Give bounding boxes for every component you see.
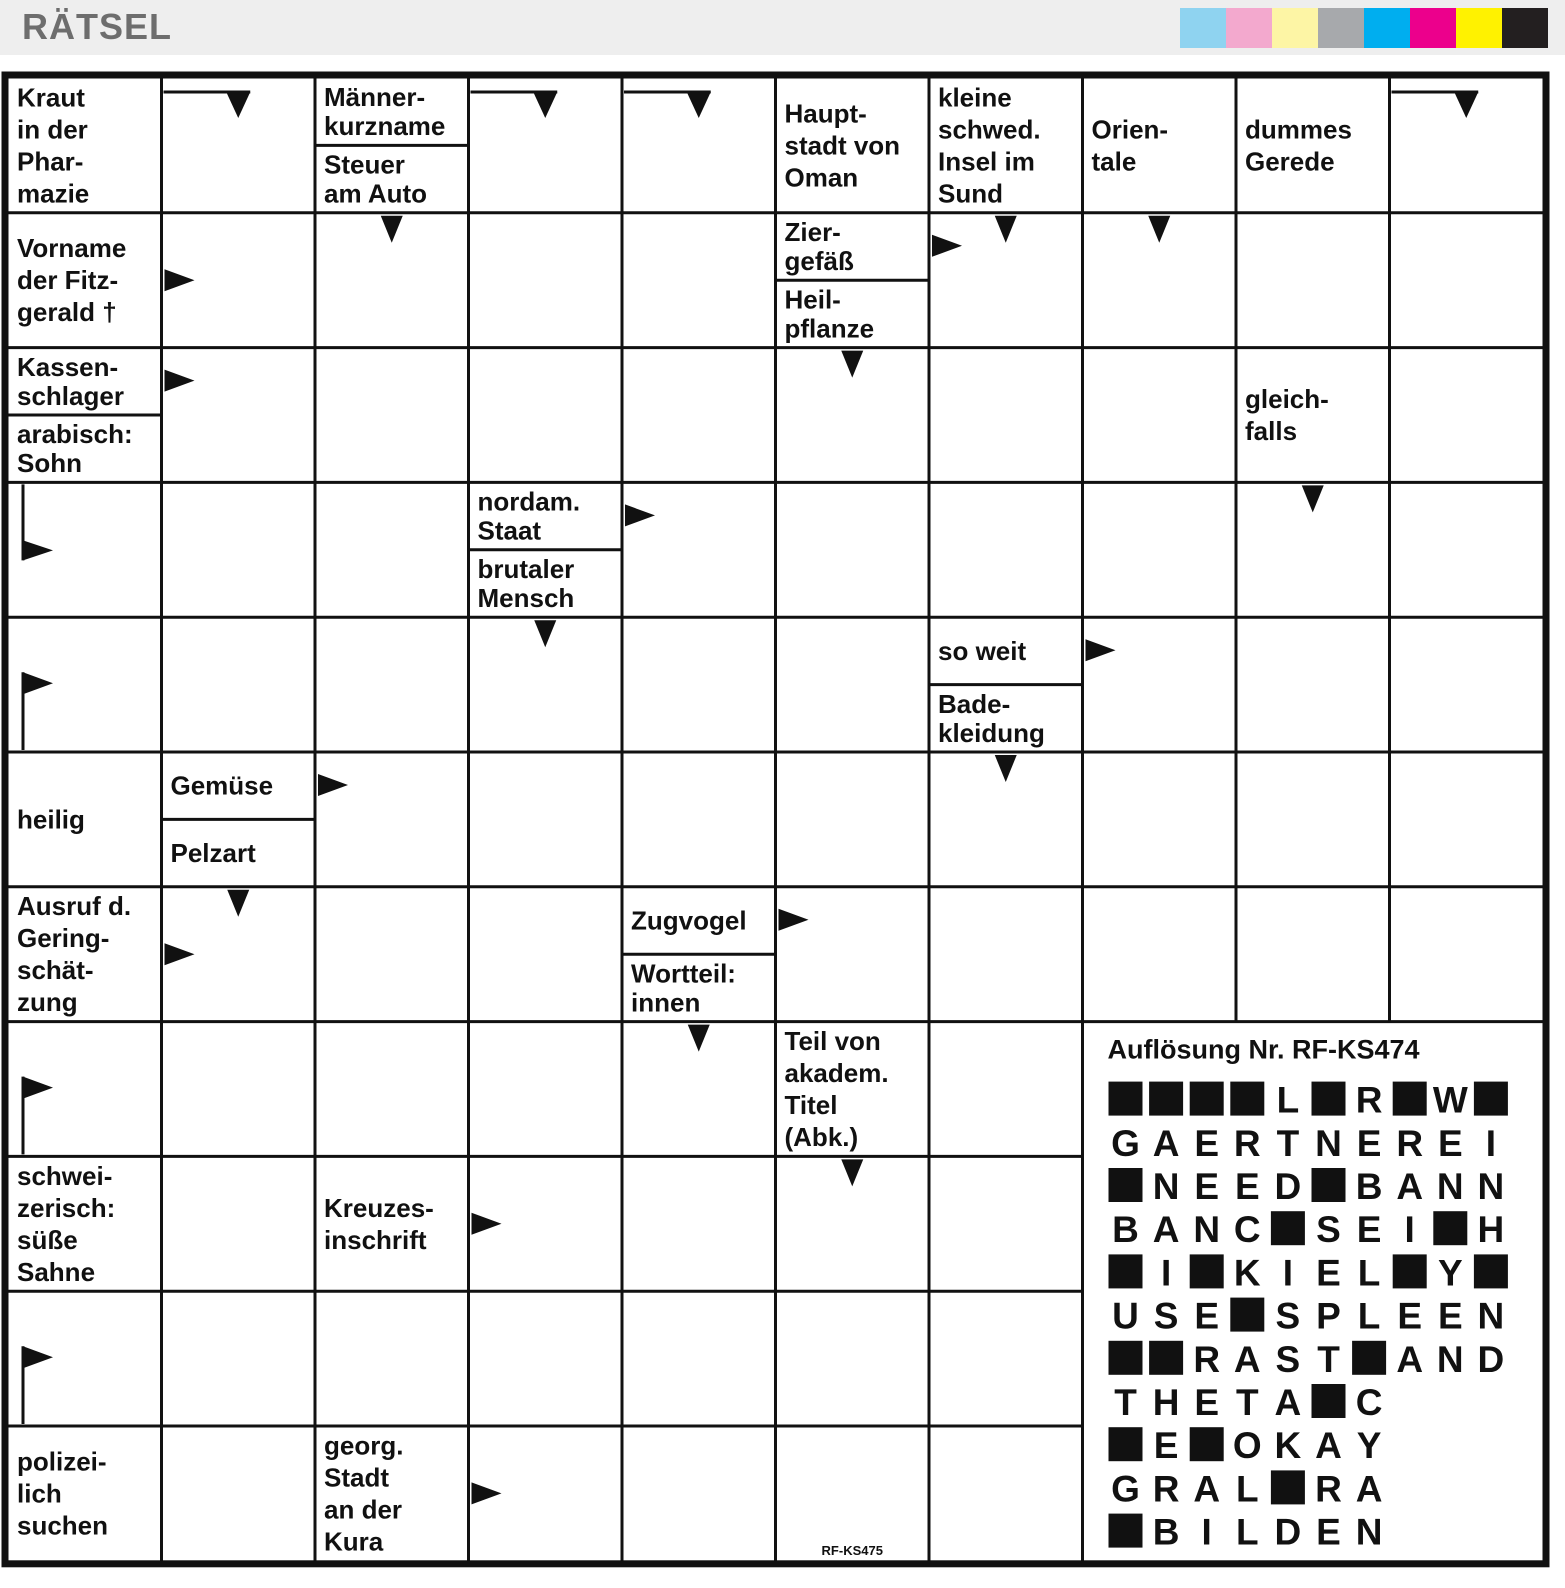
solution-letter: I xyxy=(1201,1511,1212,1553)
arrow-right-icon xyxy=(1086,639,1116,661)
arrow-down-icon xyxy=(534,620,556,647)
solution-letter: R xyxy=(1315,1468,1342,1510)
solution-letter: Y xyxy=(1356,1425,1382,1467)
arrow-down-icon xyxy=(995,216,1017,243)
clue-cell xyxy=(938,636,1026,666)
clue-cell xyxy=(1245,384,1329,446)
clue-cell xyxy=(1092,114,1169,176)
arrow-down-right-icon xyxy=(23,484,53,560)
solution-black-square xyxy=(1190,1427,1224,1461)
solution-letter: N xyxy=(1152,1166,1180,1207)
solution-black-square xyxy=(1474,1254,1508,1288)
solution-letter: I xyxy=(1282,1252,1294,1294)
solution-letter: K xyxy=(1274,1425,1302,1467)
solution-black-square xyxy=(1109,1082,1143,1116)
clue-text: brutaler xyxy=(477,554,575,584)
arrow-right-icon xyxy=(472,1213,502,1235)
solution-black-square xyxy=(1312,1082,1346,1116)
clue-text: Zier- xyxy=(784,217,841,247)
clue-text: Sund xyxy=(938,178,1003,209)
clue-text: zerisch: xyxy=(17,1192,116,1223)
solution-letter: E xyxy=(1316,1511,1341,1553)
arrow-down-icon xyxy=(995,755,1017,782)
puzzle-code: RF-KS475 xyxy=(821,1542,883,1558)
solution-letter: L xyxy=(1357,1295,1381,1337)
solution-letter: A xyxy=(1274,1382,1302,1423)
clue-text: schwei- xyxy=(17,1160,113,1191)
clue-text: Stadt xyxy=(324,1462,389,1493)
solution-letter: T xyxy=(1235,1382,1259,1423)
clue-text: suchen xyxy=(17,1510,109,1541)
clue-text: so weit xyxy=(938,635,1027,666)
solution-letter: D xyxy=(1274,1166,1302,1207)
solution-letter: T xyxy=(1276,1122,1300,1164)
clue-text: falls xyxy=(1245,416,1298,446)
clue-text: polizei- xyxy=(17,1446,107,1477)
clue-text: Kraut xyxy=(17,82,85,113)
clue-cell xyxy=(17,82,89,208)
clue-cell xyxy=(324,1430,403,1556)
solution-black-square xyxy=(1109,1514,1143,1548)
clue-text: mazie xyxy=(17,178,90,209)
solution-letter: A xyxy=(1396,1166,1424,1207)
solution-letter: R xyxy=(1396,1122,1424,1164)
solution-black-square xyxy=(1109,1341,1143,1375)
clue-cell xyxy=(17,804,85,834)
clue-text: (Abk.) xyxy=(784,1122,859,1152)
solution-black-square xyxy=(1190,1254,1224,1288)
solution-letter: E xyxy=(1234,1166,1260,1207)
solution-black-square xyxy=(1352,1341,1386,1375)
clue-text: arabisch: xyxy=(17,419,133,450)
solution-letter: Y xyxy=(1437,1252,1463,1294)
solution-letter: O xyxy=(1232,1425,1262,1467)
clue-text: Titel xyxy=(784,1090,838,1120)
clue-text: akadem. xyxy=(784,1058,889,1088)
clue-cell xyxy=(17,352,124,411)
solution-letter: E xyxy=(1437,1295,1463,1337)
solution-letter: D xyxy=(1274,1511,1302,1553)
clue-cell xyxy=(17,891,131,1017)
clue-cell xyxy=(17,1161,115,1287)
clue-text: Bade- xyxy=(938,688,1011,719)
solution-black-square xyxy=(1393,1082,1427,1116)
solution-black-square xyxy=(1149,1341,1183,1375)
solution-letter: S xyxy=(1153,1295,1179,1337)
clue-cell xyxy=(622,954,776,1017)
clue-text: Männer- xyxy=(324,82,426,113)
clue-cell xyxy=(171,771,274,801)
solution-black-square xyxy=(1190,1082,1224,1116)
clue-cell xyxy=(785,98,901,192)
clue-text: der Fitz- xyxy=(17,265,119,296)
arrow-right-icon xyxy=(318,774,348,796)
clue-text: kurzname xyxy=(324,111,446,142)
clue-text: Sohn xyxy=(17,448,82,479)
clue-cell xyxy=(324,82,445,141)
solution-letter: C xyxy=(1233,1209,1261,1251)
arrow-head xyxy=(23,672,53,694)
clue-text: Gering- xyxy=(17,923,110,954)
arrow-right-down-icon xyxy=(1392,92,1479,118)
solution-letter: E xyxy=(1194,1166,1220,1207)
arrow-flag-icon xyxy=(23,1077,53,1155)
clue-text: Gerede xyxy=(1245,146,1335,177)
clue-text: dummes xyxy=(1245,114,1352,145)
solution-letter: S xyxy=(1275,1295,1301,1337)
clue-cell xyxy=(8,415,162,478)
arrow-down-icon xyxy=(841,1159,863,1186)
solution-letter: N xyxy=(1436,1166,1464,1207)
clue-text: Orien- xyxy=(1091,114,1169,145)
clue-text: heilig xyxy=(17,804,85,835)
arrow-head xyxy=(226,92,250,118)
solution-letter: R xyxy=(1152,1468,1180,1510)
solution-letter: L xyxy=(1276,1079,1300,1121)
clue-cell xyxy=(1245,114,1352,176)
clue-text: Insel im xyxy=(938,146,1035,177)
solution-letter: E xyxy=(1316,1252,1341,1294)
clue-text: Kreuzes- xyxy=(324,1192,434,1223)
solution-letter: D xyxy=(1477,1338,1505,1380)
clue-text: Wortteil: xyxy=(631,958,736,989)
solution-letter: H xyxy=(1477,1209,1505,1251)
arrow-right-down-icon xyxy=(471,92,558,118)
solution-letter: I xyxy=(1485,1122,1497,1164)
solution-black-square xyxy=(1312,1384,1346,1418)
arrow-flag-icon xyxy=(23,672,53,750)
arrow-down-icon xyxy=(1148,216,1170,243)
solution-letter: L xyxy=(1357,1252,1381,1294)
arrow-right-icon xyxy=(165,943,195,965)
clue-text: Vorname xyxy=(17,233,127,264)
solution-letter: L xyxy=(1235,1468,1259,1510)
solution-letter: U xyxy=(1112,1295,1139,1337)
solution-letter: A xyxy=(1396,1338,1424,1380)
solution-letter: E xyxy=(1194,1122,1220,1164)
clue-text: Oman xyxy=(784,162,859,193)
solution-black-square xyxy=(1271,1470,1305,1504)
solution-letter: E xyxy=(1437,1122,1463,1164)
clue-text: zung xyxy=(17,987,78,1018)
clue-text: innen xyxy=(631,987,701,1018)
clue-text: gleich- xyxy=(1245,384,1329,414)
solution-letter: W xyxy=(1432,1079,1468,1121)
clue-cell xyxy=(776,280,930,343)
clue-text: Mensch xyxy=(477,583,575,613)
solution-letter: H xyxy=(1152,1382,1180,1423)
arrow-right-icon xyxy=(165,269,195,291)
clue-text: Teil von xyxy=(784,1026,881,1056)
arrow-flag-icon xyxy=(23,1346,53,1424)
clue-text: inschrift xyxy=(324,1224,427,1255)
clue-text: Steuer xyxy=(324,149,405,180)
arrow-head xyxy=(1454,92,1478,118)
solution-letter: G xyxy=(1111,1468,1140,1510)
solution-letter: A xyxy=(1355,1468,1383,1510)
solution-letter: K xyxy=(1233,1252,1261,1294)
solution-black-square xyxy=(1109,1427,1143,1461)
arrow-right-icon xyxy=(472,1482,502,1504)
solution-letter: N xyxy=(1193,1209,1221,1251)
clue-text: Ausruf d. xyxy=(17,891,132,922)
clue-text: in der xyxy=(17,114,88,145)
clue-cell xyxy=(929,685,1083,748)
clue-text: schlager xyxy=(17,380,124,411)
arrow-right-down-icon xyxy=(164,92,251,118)
clue-text: süße xyxy=(17,1224,78,1255)
clue-cell xyxy=(785,1026,889,1152)
solution-letter: E xyxy=(1397,1295,1423,1337)
solution-letter: E xyxy=(1356,1122,1382,1164)
solution-letter: I xyxy=(1404,1209,1415,1251)
clue-text: schwed. xyxy=(938,114,1041,145)
solution-letter: A xyxy=(1233,1338,1261,1380)
solution-black-square xyxy=(1109,1168,1143,1202)
clue-text: pflanze xyxy=(784,313,875,344)
solution-letter: E xyxy=(1194,1382,1220,1423)
solution-letter: A xyxy=(1152,1122,1180,1164)
solution-letter: R xyxy=(1233,1122,1261,1164)
clue-text: am Auto xyxy=(324,178,428,209)
solution-letter: B xyxy=(1355,1166,1383,1207)
clue-cell xyxy=(785,217,854,276)
solution-letter: N xyxy=(1477,1295,1505,1337)
clue-text: kleine xyxy=(938,82,1012,113)
clue-text: gefäß xyxy=(784,246,854,276)
solution-letter: N xyxy=(1477,1166,1505,1207)
solution-letter: R xyxy=(1355,1079,1383,1121)
clue-text: Gemüse xyxy=(170,770,274,801)
solution-letter: S xyxy=(1275,1338,1301,1380)
clue-text: schät- xyxy=(17,955,94,986)
clue-text: tale xyxy=(1091,146,1137,177)
solution-letter: P xyxy=(1316,1295,1341,1337)
clue-text: Kassen- xyxy=(17,351,119,382)
arrow-down-icon xyxy=(381,216,403,243)
solution-black-square xyxy=(1393,1254,1427,1288)
arrow-down-icon xyxy=(1302,485,1324,512)
clue-text: stadt von xyxy=(784,130,901,161)
page-title: RÄTSEL xyxy=(22,6,172,47)
arrow-down-icon xyxy=(688,1025,710,1052)
solution-letter: E xyxy=(1153,1425,1179,1467)
clue-cell xyxy=(315,145,469,208)
arrow-head xyxy=(23,1346,53,1368)
solution-letter: G xyxy=(1111,1122,1140,1164)
arrow-right-down-icon xyxy=(624,92,711,118)
solution-letter: A xyxy=(1193,1468,1221,1510)
clue-text: Zugvogel xyxy=(631,905,747,936)
solution-letter: R xyxy=(1193,1338,1221,1380)
solution-black-square xyxy=(1312,1168,1346,1202)
solution-letter: E xyxy=(1194,1295,1220,1337)
clue-text: Staat xyxy=(477,515,542,546)
arrow-right-icon xyxy=(625,504,655,526)
solution-black-square xyxy=(1230,1298,1264,1332)
clue-cell xyxy=(631,906,747,936)
clue-cell xyxy=(478,487,581,546)
clue-cell xyxy=(162,819,316,868)
solution-letter: T xyxy=(1317,1338,1340,1380)
arrow-head xyxy=(687,92,711,118)
solution-black-square xyxy=(1474,1082,1508,1116)
solution-letter: B xyxy=(1112,1209,1139,1251)
clue-text: lich xyxy=(17,1478,62,1509)
solution-letter: S xyxy=(1316,1209,1341,1251)
solution-letter: B xyxy=(1152,1511,1180,1553)
solution-letter: I xyxy=(1160,1252,1172,1294)
solution-black-square xyxy=(1230,1082,1264,1116)
solution-black-square xyxy=(1149,1082,1183,1116)
solution-letter: C xyxy=(1355,1382,1383,1423)
clue-text: nordam. xyxy=(477,486,581,517)
arrow-head xyxy=(23,1077,53,1099)
clue-cell xyxy=(938,82,1041,208)
clue-text: Sahne xyxy=(17,1256,96,1287)
arrow-right-icon xyxy=(779,909,809,931)
solution-letter: T xyxy=(1114,1382,1137,1423)
clue-text: an der xyxy=(324,1494,403,1525)
arrow-head xyxy=(23,540,53,560)
clue-text: Kura xyxy=(324,1526,384,1557)
solution-title: Auflösung Nr. RF-KS474 xyxy=(1107,1034,1420,1065)
clue-cell xyxy=(17,233,126,327)
arrow-down-icon xyxy=(227,890,249,917)
clue-text: Haupt- xyxy=(784,98,867,129)
clue-text: Pelzart xyxy=(170,838,256,869)
clue-text: Heil- xyxy=(784,284,841,315)
solution-black-square xyxy=(1109,1254,1143,1288)
clue-cell xyxy=(324,1193,434,1255)
solution-letter: N xyxy=(1355,1511,1383,1553)
clue-text: Phar- xyxy=(17,146,84,177)
solution-black-square xyxy=(1271,1211,1305,1245)
clue-cell xyxy=(469,550,623,613)
clue-text: kleidung xyxy=(938,717,1045,748)
solution-letter: A xyxy=(1152,1209,1180,1251)
arrow-right-icon xyxy=(932,235,962,257)
clue-cell xyxy=(17,1446,108,1540)
solution-panel xyxy=(1108,1035,1508,1553)
solution-black-square xyxy=(1433,1211,1467,1245)
solution-letter: L xyxy=(1235,1511,1259,1553)
arrow-head xyxy=(533,92,557,118)
solution-letter: A xyxy=(1315,1425,1342,1467)
arrow-right-icon xyxy=(165,370,195,392)
solution-letter: N xyxy=(1315,1122,1342,1164)
solution-letter: E xyxy=(1356,1209,1382,1251)
arrow-down-icon xyxy=(841,351,863,378)
clue-text: gerald † xyxy=(17,297,117,328)
solution-letter: N xyxy=(1436,1338,1464,1380)
clue-text: georg. xyxy=(324,1430,404,1461)
